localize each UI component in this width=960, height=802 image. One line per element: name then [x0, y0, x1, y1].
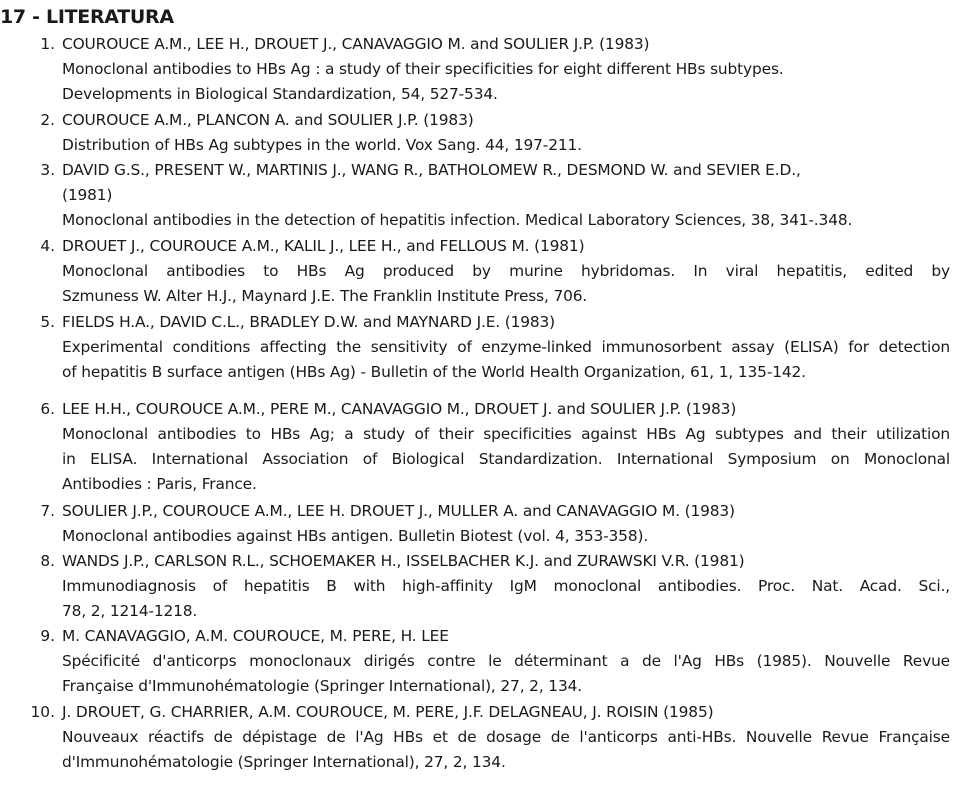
reference-text-line: Developments in Biological Standardization, 54, 527-534. [62, 85, 498, 103]
reference-authors: LEE H.H., COUROUCE A.M., PERE M., CANAVAGGIO M., DROUET J. and SOULIER J.P. (1983) [62, 400, 737, 418]
reference-authors: FIELDS H.A., DAVID C.L., BRADLEY D.W. and MAYNARD J.E. (1983) [62, 313, 556, 331]
reference-authors: J. DROUET, G. CHARRIER, A.M. COUROUCE, M. PERE, J.F. DELAGNEAU, J. ROISIN (1985) [62, 703, 714, 721]
reference-authors: COUROUCE A.M., LEE H., DROUET J., CANAVAGGIO M. and SOULIER J.P. (1983) [62, 35, 650, 53]
reference-number: 5. [40, 313, 55, 331]
reference-text-line: Monoclonal antibodies to HBs Ag : a study of their specificities for eight different HBs subtypes. [62, 60, 784, 78]
reference-text-line: Monoclonal antibodies in the detection of hepatitis infection. Medical Laboratory Sciences, 38, 341-.348. [62, 211, 853, 229]
reference-text-line: Monoclonal antibodies to HBs Ag; a study of their specificities against HBs Ag subtypes and their utilization [62, 425, 950, 443]
reference-text-line: Monoclonal antibodies to HBs Ag produced by murine hybridomas. In viral hepatitis, edited by [62, 262, 950, 280]
reference-text-line: (1981) [62, 186, 113, 204]
reference-number: 7. [40, 502, 55, 520]
reference-number: 9. [40, 627, 55, 645]
reference-text-line: Française d'Immunohématologie (Springer International), 27, 2, 134. [62, 677, 582, 695]
reference-number: 8. [40, 552, 55, 570]
reference-authors: DAVID G.S., PRESENT W., MARTINIS J., WANG R., BATHOLOMEW R., DESMOND W. and SEVIER E.D., [62, 161, 801, 179]
reference-number: 2. [40, 111, 55, 129]
reference-text-line: Experimental conditions affecting the sensitivity of enzyme-linked immunosorbent assay (ELISA) for detection [62, 338, 950, 356]
reference-text-line: of hepatitis B surface antigen (HBs Ag) - Bulletin of the World Health Organization, 61, 1, 135-142. [62, 363, 806, 381]
reference-authors: WANDS J.P., CARLSON R.L., SCHOEMAKER H., ISSELBACHER K.J. and ZURAWSKI V.R. (1981) [62, 552, 745, 570]
reference-number: 6. [40, 400, 55, 418]
reference-authors: M. CANAVAGGIO, A.M. COUROUCE, M. PERE, H. LEE [62, 627, 449, 645]
section-heading: 17 - LITERATURA [0, 6, 174, 28]
reference-text-line: d'Immunohématologie (Springer International), 27, 2, 134. [62, 753, 506, 771]
reference-text-line: Antibodies : Paris, France. [62, 475, 257, 493]
reference-text-line: in ELISA. International Association of Biological Standardization. International Symposium on Monoclonal [62, 450, 950, 468]
reference-text-line: Immunodiagnosis of hepatitis B with high-affinity IgM monoclonal antibodies. Proc. Nat. Acad. Sci., [62, 577, 950, 595]
reference-text-line: Nouveaux réactifs de dépistage de l'Ag HBs et de dosage de l'anticorps anti-HBs. Nouvelle Revue Française [62, 728, 950, 746]
reference-text-line: Monoclonal antibodies against HBs antigen. Bulletin Biotest (vol. 4, 353-358). [62, 527, 649, 545]
reference-text-line: Distribution of HBs Ag subtypes in the world. Vox Sang. 44, 197-211. [62, 136, 582, 154]
reference-number: 3. [40, 161, 55, 179]
reference-number: 1. [40, 35, 55, 53]
reference-text-line: Spécificité d'anticorps monoclonaux dirigés contre le déterminant a de l'Ag HBs (1985). Nouvelle Revue [62, 652, 950, 670]
reference-text-line: Szmuness W. Alter H.J., Maynard J.E. The Franklin Institute Press, 706. [62, 287, 588, 305]
reference-authors: SOULIER J.P., COUROUCE A.M., LEE H. DROUET J., MULLER A. and CANAVAGGIO M. (1983) [62, 502, 735, 520]
reference-text-line: 78, 2, 1214-1218. [62, 602, 198, 620]
reference-authors: COUROUCE A.M., PLANCON A. and SOULIER J.P. (1983) [62, 111, 474, 129]
reference-number: 4. [40, 237, 55, 255]
reference-authors: DROUET J., COUROUCE A.M., KALIL J., LEE H., and FELLOUS M. (1981) [62, 237, 585, 255]
reference-number: 10. [30, 703, 55, 721]
